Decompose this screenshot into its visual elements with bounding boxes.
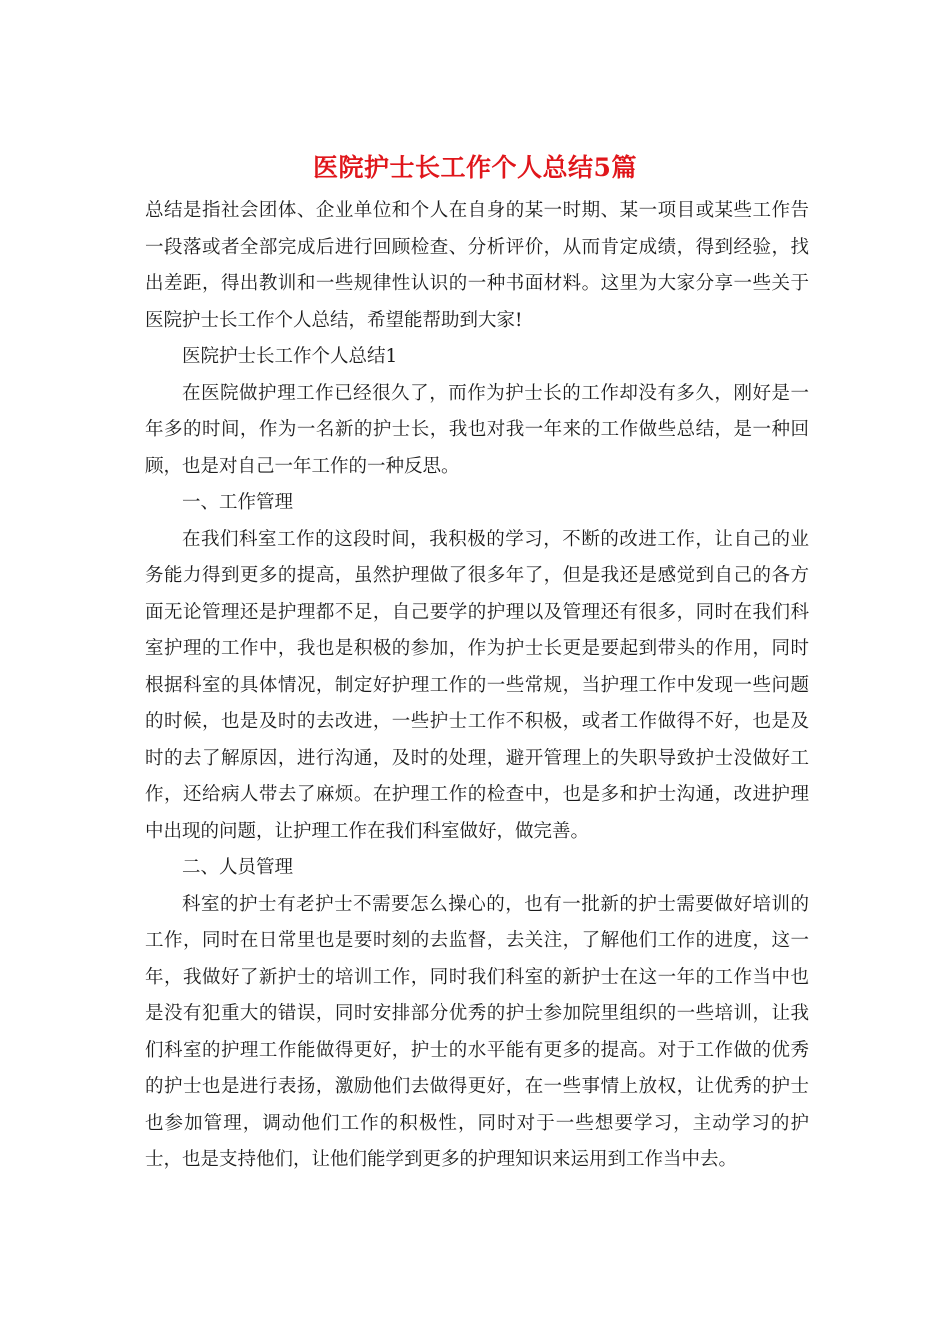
section-heading-summary-1: 医院护士长工作个人总结1 — [182, 346, 398, 367]
intro-paragraph: 总结是指社会团体、企业单位和个人在自身的某一时期、某一项目或某些工作告一段落或者全部完成后进行回顾检查、分析评价，从而肯定成绩，得到经验，找出差距，得出教训和一些规律性认识的一种书面材料。这里为大家分享一些关于医院护士长工作个人总结，希望能帮助到大家! — [145, 200, 809, 331]
paragraph: 科室的护士有老护士不需要怎么操心的，也有一批新的护士需要做好培训的工作，同时在日常里也是要时刻的去监督，去关注，了解他们工作的进度，这一年，我做好了新护士的培训工作，同时我们科室的新护士在这一年的工作当中也是没有犯重大的错误，同时安排部分优秀的护士参加院里组织的一些培训，让我们科室的护理工作能做得更好，护士的水平能有更多的提高。对于工作做的优秀的护士也是进行表扬，激励他们去做得更好，在一些事情上放权，让优秀的护士也参加管理，调动他们工作的积极性，同时对于一些想要学习，主动学习的护士，也是支持他们，让他们能学到更多的护理知识来运用到工作当中去。 — [145, 893, 809, 1170]
section-heading-staff-management: 二、人员管理 — [182, 857, 294, 878]
document-body — [145, 193, 809, 1179]
document-title: 医院护士长工作个人总结5篇 — [313, 153, 637, 182]
paragraph: 在医院做护理工作已经很久了，而作为护士长的工作却没有多久，刚好是一年多的时间，作为一名新的护士长，我也对我一年来的工作做些总结，是一种回顾，也是对自己一年工作的一种反思。 — [145, 382, 809, 477]
section-heading-work-management: 一、工作管理 — [182, 492, 294, 513]
paragraph: 在我们科室工作的这段时间，我积极的学习，不断的改进工作，让自己的业务能力得到更多的提高，虽然护理做了很多年了，但是我还是感觉到自己的各方面无论管理还是护理都不足，自己要学的护理以及管理还有很多，同时在我们科室护理的工作中，我也是积极的参加，作为护士长更是要起到带头的作用，同时根据科室的具体情况，制定好护理工作的一些常规，当护理工作中发现一些问题的时候，也是及时的去改进，一些护士工作不积极，或者工作做得不好，也是及时的去了解原因，进行沟通，及时的处理，避开管理上的失职导致护士没做好工作，还给病人带去了麻烦。在护理工作的检查中，也是多和护士沟通，改进护理中出现的问题，让护理工作在我们科室做好，做完善。 — [145, 528, 809, 842]
